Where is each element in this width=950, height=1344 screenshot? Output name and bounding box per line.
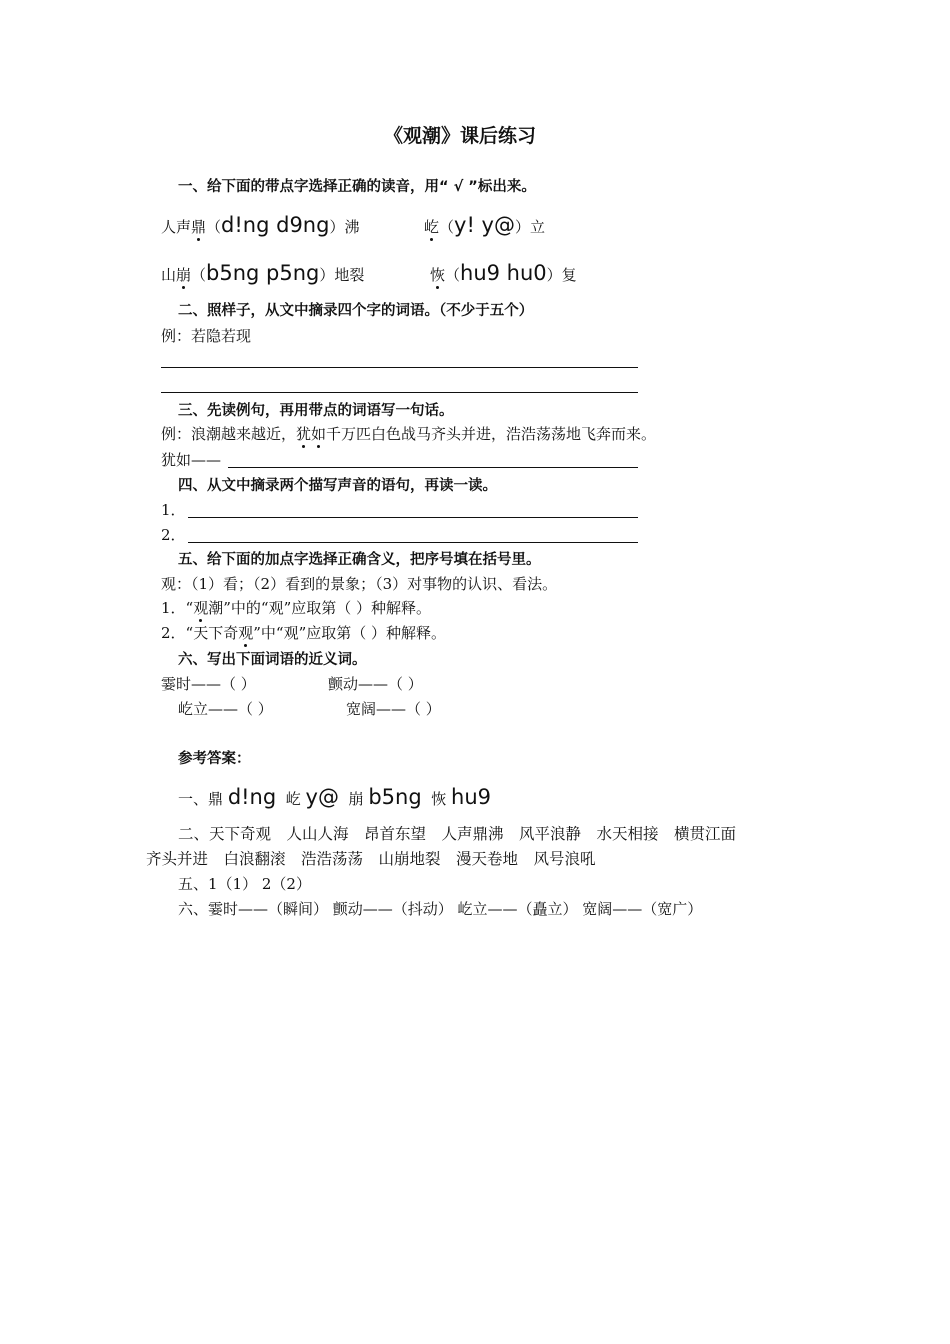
q6-word-4: 宽阔——（ ） bbox=[346, 700, 441, 718]
q5-line-2 bbox=[161, 623, 446, 643]
answers-part-6: 六、霎时——（瞬间） 颤动——（抖动） 屹立——（矗立） 宽阔——（宽广） bbox=[178, 900, 703, 918]
q4-item-2: 2． bbox=[161, 526, 186, 544]
q1-row1b-pinyin: y! y@ bbox=[454, 213, 515, 237]
q3-example-pre: 例：浪潮越来越近， bbox=[161, 425, 297, 443]
q1-row2a-dotted-char: 崩 bbox=[176, 266, 192, 284]
q1-row1a-close: ）沸 bbox=[329, 218, 360, 236]
q5-line1-pre: 1．“ bbox=[161, 599, 194, 617]
q5-line2-pre: 2．“天下奇 bbox=[161, 624, 239, 642]
q3-answer-line[interactable] bbox=[228, 467, 638, 468]
q3-dotted-char-2: 如 bbox=[311, 425, 327, 443]
q5-line2-post: ”中“观”应取第（ ）种解释。 bbox=[253, 624, 447, 642]
q1-row2a-pre: 山 bbox=[161, 266, 177, 284]
q3-heading: 三、先读例句，再用带点的词语写一句话。 bbox=[178, 403, 454, 419]
q6-word-1: 霎时——（ ） bbox=[161, 675, 256, 693]
q1-row1b-close: ）立 bbox=[514, 218, 545, 236]
answers-1-pre: 一、 bbox=[178, 790, 209, 808]
q5-heading: 五、给下面的加点字选择正确含义，把序号填在括号里。 bbox=[178, 552, 541, 568]
answers-1-char-4: 恢 bbox=[431, 790, 447, 808]
q1-row2b-close: ）复 bbox=[546, 266, 577, 284]
answers-1-pinyin-2: y@ bbox=[305, 785, 339, 809]
q1-row1a-dotted-char: 鼎 bbox=[191, 218, 207, 236]
answers-1-pinyin-4: hu9 bbox=[451, 785, 491, 809]
answers-heading: 参考答案： bbox=[178, 751, 251, 767]
q1-row2a-close: ）地裂 bbox=[319, 266, 365, 284]
q2-answer-line-1[interactable] bbox=[161, 367, 638, 368]
q5-options: 观：（1）看；（2）看到的景象；（3）对事物的认识、看法。 bbox=[161, 575, 558, 593]
answers-1-pinyin-3: b5ng bbox=[368, 785, 422, 809]
q1-row2a-pinyin: b5ng p5ng bbox=[206, 261, 320, 285]
q6-word-2: 颤动——（ ） bbox=[328, 675, 423, 693]
q1-row2-item-a bbox=[161, 260, 364, 288]
q1-row2b-open: （ bbox=[445, 266, 461, 284]
q5-line1-dotted-char: 观 bbox=[193, 599, 209, 617]
q1-row1-item-a bbox=[161, 212, 359, 240]
q1-row2b-pinyin: hu9 hu0 bbox=[460, 261, 547, 285]
q3-example bbox=[161, 424, 656, 444]
q5-line2-dotted-char: 观 bbox=[238, 624, 254, 642]
answers-part-5: 五、1（1） 2（2） bbox=[178, 875, 311, 893]
q6-heading: 六、写出下面词语的近义词。 bbox=[178, 652, 367, 668]
q1-row1-item-b bbox=[424, 212, 545, 240]
q4-item-1: 1． bbox=[161, 501, 186, 519]
q1-heading: 一、给下面的带点字选择正确的读音，用“ √ ”标出来。 bbox=[178, 179, 536, 195]
answers-1-char-3: 崩 bbox=[348, 790, 364, 808]
q1-row2a-open: （ bbox=[191, 266, 207, 284]
answers-part-2-line-2: 齐头并进 白浪翻滚 浩浩荡荡 山崩地裂 漫天卷地 风号浪吼 bbox=[146, 850, 596, 868]
q1-row1a-open: （ bbox=[206, 218, 222, 236]
q3-prompt: 犹如—— bbox=[161, 451, 222, 469]
q1-row2-item-b bbox=[430, 260, 577, 288]
answers-1-char-1: 鼎 bbox=[208, 790, 224, 808]
q2-example: 例：若隐若现 bbox=[161, 327, 252, 345]
q3-dotted-char-1: 犹 bbox=[296, 425, 312, 443]
q2-heading: 二、照样子，从文中摘录四个字的词语。（不少于五个） bbox=[178, 303, 534, 319]
q3-example-post: 千万匹白色战马齐头并进，浩浩荡荡地飞奔而来。 bbox=[326, 425, 657, 443]
q1-row1b-dotted-char: 屹 bbox=[424, 218, 440, 236]
q5-line-1 bbox=[161, 598, 431, 618]
q2-answer-line-2[interactable] bbox=[161, 392, 638, 393]
q1-row2b-dotted-char: 恢 bbox=[430, 266, 446, 284]
q6-word-3: 屹立——（ ） bbox=[178, 700, 273, 718]
answers-1-pinyin-1: d!ng bbox=[227, 785, 277, 809]
q4-answer-line-2[interactable] bbox=[188, 542, 638, 543]
q5-line1-post: 潮”中的“观”应取第（ ）种解释。 bbox=[208, 599, 432, 617]
q4-answer-line-1[interactable] bbox=[188, 517, 638, 518]
q4-heading: 四、从文中摘录两个描写声音的语句，再读一读。 bbox=[178, 478, 497, 494]
page-title: 《观潮》课后练习 bbox=[384, 125, 537, 147]
q1-row1a-pinyin: d!ng d9ng bbox=[221, 213, 330, 237]
q1-row1a-pre: 人声 bbox=[161, 218, 192, 236]
answers-part-1 bbox=[178, 784, 491, 812]
q1-row1b-open: （ bbox=[439, 218, 455, 236]
answers-1-char-2: 屹 bbox=[285, 790, 301, 808]
answers-part-2-line-1: 二、天下奇观 人山人海 昂首东望 人声鼎沸 风平浪静 水天相接 横贯江面 bbox=[178, 825, 737, 843]
